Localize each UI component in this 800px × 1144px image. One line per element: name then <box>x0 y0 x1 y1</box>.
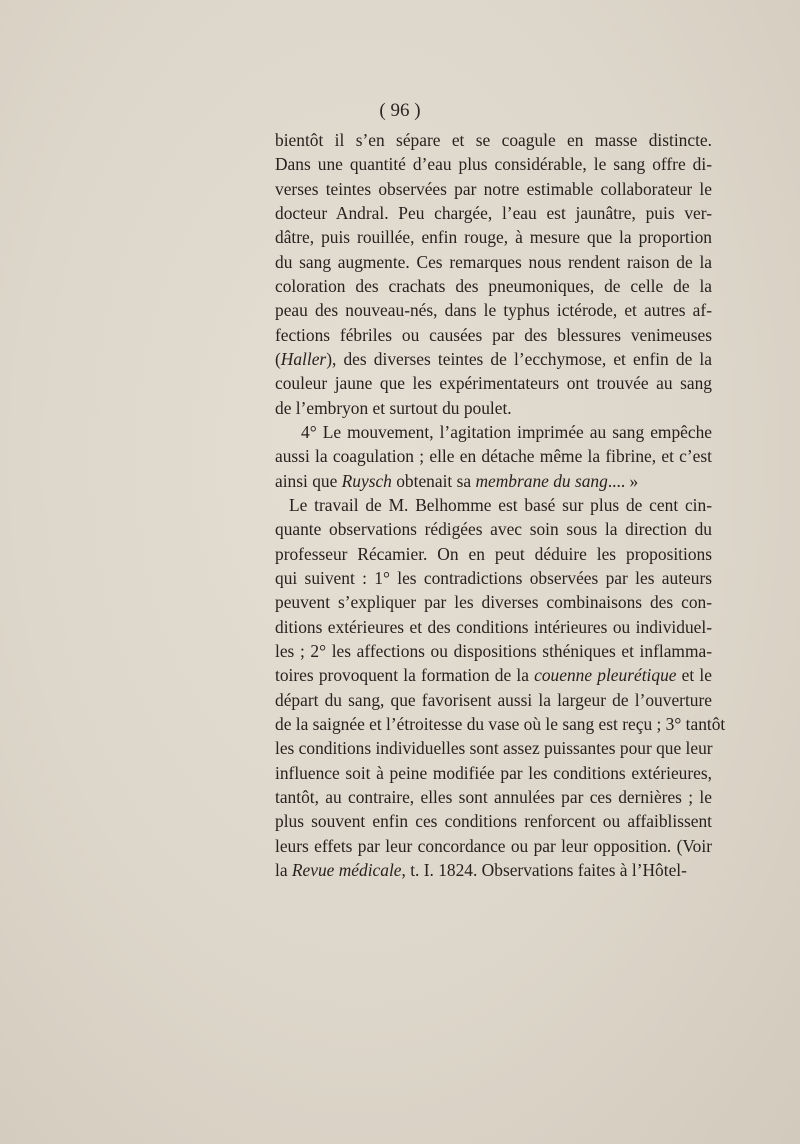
text-line: leurs effets par leur concordance ou par leur opposition. (Voir <box>275 835 712 856</box>
text-line: ditions extérieures et des conditions intérieures ou individuel- <box>275 616 712 637</box>
text-line: la Revue médicale, t. I. 1824. Observations faites à l’Hôtel- <box>275 859 687 880</box>
text-line: plus souvent enfin ces conditions renforcent ou affaiblissent <box>275 811 712 832</box>
text-line: couleur jaune que les expérimentateurs ont trouvée au sang <box>275 373 712 394</box>
text-line: dâtre, puis rouillée, enfin rouge, à mesure que la proportion <box>275 227 712 248</box>
text-line: coloration des crachats des pneumoniques, de celle de la <box>275 275 712 296</box>
text-line: fections fébriles ou causées par des blessures venimeuses <box>275 324 712 345</box>
text-line: les conditions individuelles sont assez puissantes pour que leur <box>275 738 713 759</box>
text-line: peuvent s’expliquer par les diverses combinaisons des con- <box>275 592 712 613</box>
text-line: bientôt il s’en sépare et se coagule en masse distincte. <box>275 130 712 150</box>
text-line: de la saignée et l’étroitesse du vase où le sang est reçu ; 3° tantôt <box>275 713 726 734</box>
text-line: docteur Andral. Peu chargée, l’eau est jaunâtre, puis ver- <box>275 202 712 223</box>
text-line: les ; 2° les affections ou dispositions sthéniques et inflamma- <box>275 640 712 661</box>
text-line: peau des nouveau-nés, dans le typhus ictérode, et autres af- <box>275 300 712 321</box>
text-line: qui suivent : 1° les contradictions observées par les auteurs <box>275 567 712 588</box>
page-number: ( 96 ) <box>379 100 421 121</box>
text-line: professeur Récamier. On en peut déduire les propositions <box>275 543 712 564</box>
text-line: aussi la coagulation ; elle en détache même la fibrine, et c’est <box>275 446 712 467</box>
text-line: verses teintes observées par notre estimable collaborateur le <box>275 178 712 199</box>
text-line: quante observations rédigées avec soin sous la direction du <box>275 519 712 540</box>
text-line: Dans une quantité d’eau plus considérable, le sang offre di- <box>275 154 712 175</box>
text-line: tantôt, au contraire, elles sont annulées par ces dernières ; le <box>275 786 712 807</box>
body-text <box>275 128 726 882</box>
text-line: influence soit à peine modifiée par les conditions extérieures, <box>275 762 712 783</box>
text-line: départ du sang, que favorisent aussi la largeur de l’ouverture <box>275 689 712 710</box>
text-line: (Haller), des diverses teintes de l’ecchymose, et enfin de la <box>275 348 712 369</box>
text-line: Le travail de M. Belhomme est basé sur plus de cent cin- <box>289 494 712 515</box>
text-line: du sang augmente. Ces remarques nous rendent raison de la <box>275 251 712 272</box>
text-line: toires provoquent la formation de la couenne pleurétique et le <box>275 665 712 686</box>
text-line: ainsi que Ruysch obtenait sa membrane du sang.... » <box>275 470 639 491</box>
text-line: de l’embryon et surtout du poulet. <box>275 397 512 418</box>
text-line: 4° Le mouvement, l’agitation imprimée au sang empêche <box>301 421 712 442</box>
